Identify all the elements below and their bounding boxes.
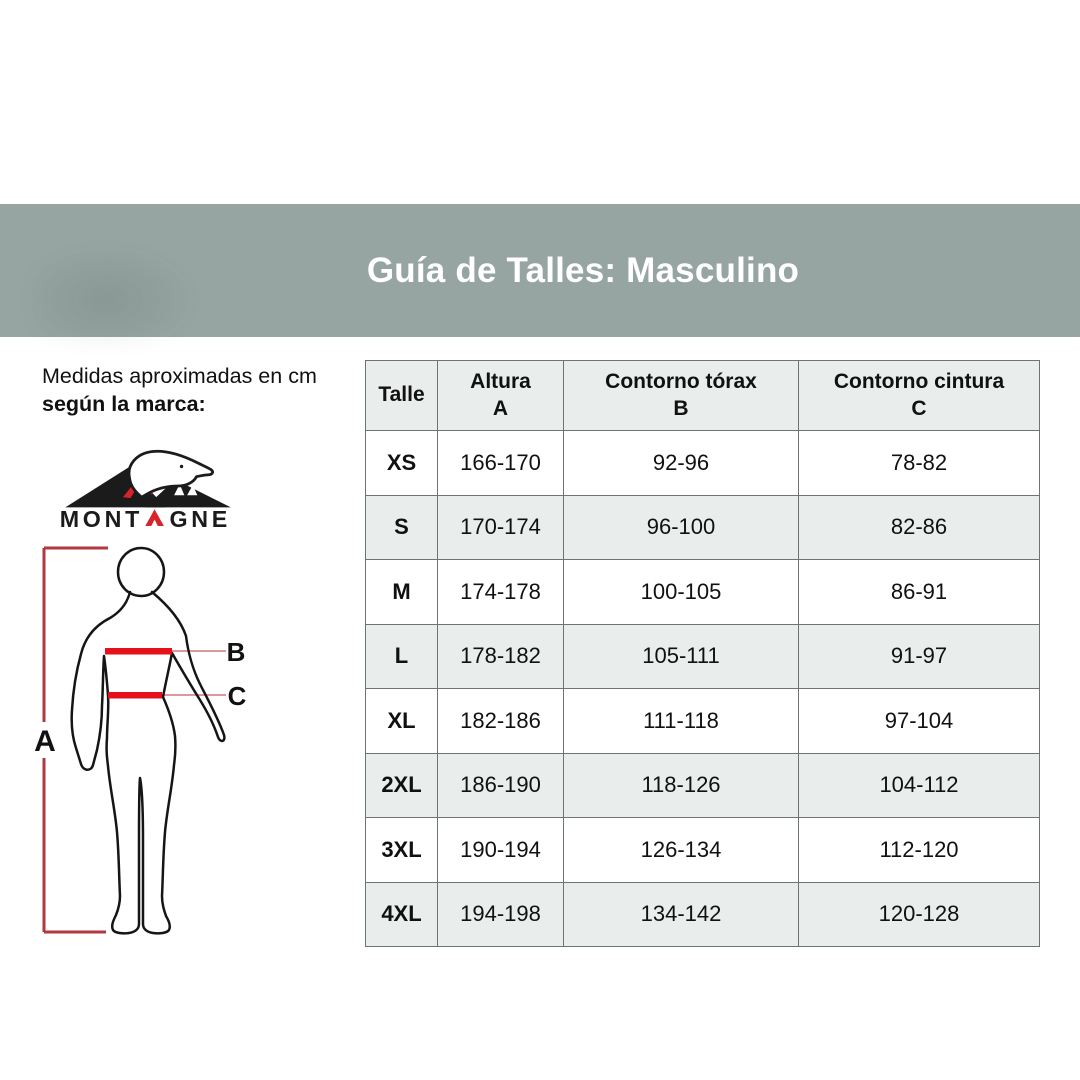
size-cell: XL <box>366 689 438 754</box>
value-cell: 111-118 <box>564 689 799 754</box>
brand-wordmark-left: MONT <box>59 505 144 532</box>
column-header: Contorno tórax B <box>564 361 799 431</box>
table-row <box>366 753 1040 818</box>
intro-text <box>42 362 317 418</box>
value-cell: 126-134 <box>564 818 799 883</box>
value-cell: 194-198 <box>438 882 564 947</box>
brand-wordmark-right: GNE <box>169 505 232 532</box>
value-cell: 120-128 <box>799 882 1040 947</box>
value-cell: 100-105 <box>564 560 799 625</box>
label-b: B <box>226 637 246 667</box>
montagne-logo <box>56 438 242 534</box>
column-header: Talle <box>366 361 438 431</box>
value-cell: 190-194 <box>438 818 564 883</box>
page-title: Guía de Talles: Masculino <box>366 250 800 290</box>
waist-measure-bar <box>108 692 162 699</box>
banner-smudge <box>30 242 200 347</box>
table-row <box>366 560 1040 625</box>
label-c: C <box>227 681 247 711</box>
value-cell: 86-91 <box>799 560 1040 625</box>
table-row <box>366 495 1040 560</box>
column-header: Altura A <box>438 361 564 431</box>
column-header: Contorno cintura C <box>799 361 1040 431</box>
value-cell: 118-126 <box>564 753 799 818</box>
table-row <box>366 431 1040 496</box>
body-measurement-diagram <box>30 540 260 945</box>
value-cell: 91-97 <box>799 624 1040 689</box>
value-cell: 78-82 <box>799 431 1040 496</box>
value-cell: 104-112 <box>799 753 1040 818</box>
header-banner <box>0 204 1080 337</box>
value-cell: 97-104 <box>799 689 1040 754</box>
value-cell: 186-190 <box>438 753 564 818</box>
value-cell: 170-174 <box>438 495 564 560</box>
value-cell: 112-120 <box>799 818 1040 883</box>
table-row <box>366 882 1040 947</box>
intro-line-1: Medidas aproximadas en cm <box>42 364 317 388</box>
label-a: A <box>34 725 56 758</box>
table-body <box>366 431 1040 947</box>
size-cell: 4XL <box>366 882 438 947</box>
brand-glyph-icon <box>145 509 164 526</box>
size-cell: M <box>366 560 438 625</box>
value-cell: 92-96 <box>564 431 799 496</box>
size-cell: L <box>366 624 438 689</box>
table-header-row <box>366 361 1040 431</box>
size-table <box>365 360 1040 947</box>
intro-line-2: según la marca: <box>42 392 206 416</box>
table-header <box>366 361 1040 431</box>
table-row <box>366 689 1040 754</box>
size-cell: S <box>366 495 438 560</box>
table-row <box>366 818 1040 883</box>
value-cell: 178-182 <box>438 624 564 689</box>
table-row <box>366 624 1040 689</box>
value-cell: 174-178 <box>438 560 564 625</box>
size-cell: XS <box>366 431 438 496</box>
value-cell: 96-100 <box>564 495 799 560</box>
size-cell: 2XL <box>366 753 438 818</box>
person-outline-icon <box>72 548 225 933</box>
value-cell: 82-86 <box>799 495 1040 560</box>
value-cell: 105-111 <box>564 624 799 689</box>
chest-measure-bar <box>105 648 172 655</box>
value-cell: 166-170 <box>438 431 564 496</box>
size-cell: 3XL <box>366 818 438 883</box>
value-cell: 182-186 <box>438 689 564 754</box>
value-cell: 134-142 <box>564 882 799 947</box>
